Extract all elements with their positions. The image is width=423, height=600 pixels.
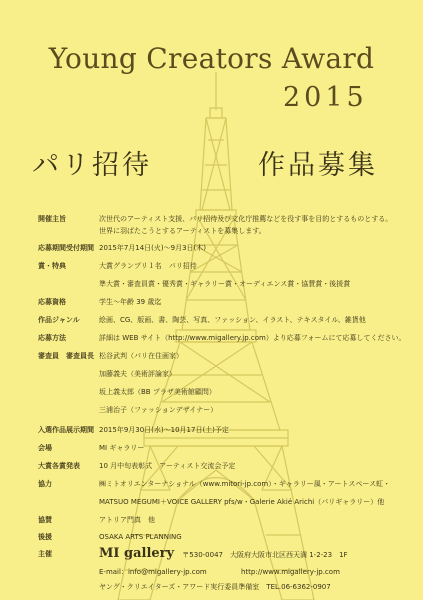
value-purpose-line2: 世界に羽ばたこうとするアーティストを募集します。 <box>99 227 266 235</box>
value-venue: MI ギャラリー <box>99 444 145 452</box>
label-cooperation: 協力 <box>38 480 52 488</box>
label-judges: 審査員 審査員長 <box>38 352 94 360</box>
label-application-period: 応募期間受付期間 <box>38 244 94 252</box>
judge-1: 松谷武判（パリ在住画家） <box>99 352 183 360</box>
label-prizes: 賞・特典 <box>38 262 66 270</box>
label-sponsor: 協賛 <box>38 516 52 524</box>
label-genre: 作品ジャンル <box>38 316 80 324</box>
label-eligibility: 応募資格 <box>38 298 66 306</box>
value-exhibition: 2015年9月30日(水)～10月17日(土)予定 <box>99 426 229 434</box>
mi-gallery-logo: MI gallery <box>99 546 175 561</box>
value-purpose-line1: 次世代のアーティスト支援、パリ招待及び文化庁推薦などを役す事を目的とするものとする。 <box>99 215 393 223</box>
value-application-period: 2015年7月14日(火)～9月3日(木) <box>99 244 207 252</box>
award-title-english: Young Creators Award <box>48 42 375 75</box>
label-exhibition: 入選作品展示期間 <box>38 426 94 434</box>
value-cooperation-line1: ㈱ミトオリエンターナショナル（www.mitori-jp.com）・ギャラリー風・アートスペース虹・ <box>99 480 391 488</box>
organizer-committee: ヤング・クリエイターズ・アワード実行委員準備室 TEL.06-6362-0907 <box>99 583 331 591</box>
organizer-email-line <box>99 567 399 577</box>
value-organizer <box>99 546 399 561</box>
label-support: 後援 <box>38 533 52 541</box>
organizer-website[interactable]: http://www.migallery-jp.com <box>241 568 340 576</box>
judge-4: 三浦治子（ファッションデザイナー） <box>99 406 218 414</box>
organizer-email[interactable]: E-mail：info@migallery-jp.com <box>99 568 207 576</box>
value-genre: 絵画、CG、版画、書、陶芸、写真、ファッション、イラスト、テキスタイル、雑貨他 <box>99 316 366 324</box>
organizer-address: 〒530-0047 大阪府大阪市北区西天満 1-2-23 1F <box>182 551 348 559</box>
label-announcement: 大賞各賞発表 <box>38 462 80 470</box>
value-cooperation-line2: MATSUO MEGUMI＋VOICE GALLERY pfs/w・Galerie Akié Arichi（パリギャラリー）他 <box>99 498 385 506</box>
title-paris-invitation: パリ招待 <box>32 150 152 181</box>
label-organizer: 主催 <box>38 550 52 558</box>
label-method: 応募方法 <box>38 334 66 342</box>
value-prizes-line2: 準大賞・審査員賞・優秀賞・ギャラリー賞・オーディエンス賞・協賛賞・後援賞 <box>99 280 351 288</box>
value-announcement: 10 月中旬表彰式 アーティスト交流会予定 <box>99 462 236 470</box>
title-call-for-works: 作品募集 <box>258 150 378 181</box>
judge-2: 加藤義夫（美術評論家） <box>99 370 176 378</box>
value-prizes-line1: 大賞グランプリ１名 パリ招待 <box>99 262 197 270</box>
value-sponsor: アトリア門真 他 <box>99 516 155 524</box>
value-support: OSAKA ARTS PLANNING <box>99 533 182 541</box>
value-eligibility: 学生～年齢 39 歳迄 <box>99 298 162 306</box>
award-year: 2015 <box>283 82 368 113</box>
judge-3: 坂上義太郎（BB プラザ美術館顧問） <box>99 388 216 396</box>
label-purpose: 開催主旨 <box>38 215 66 223</box>
label-venue: 会場 <box>38 444 52 452</box>
value-method: 詳細は WEB サイト（http://www.migallery.jp.com）より応募フォームにて応募してください。 <box>99 334 406 342</box>
